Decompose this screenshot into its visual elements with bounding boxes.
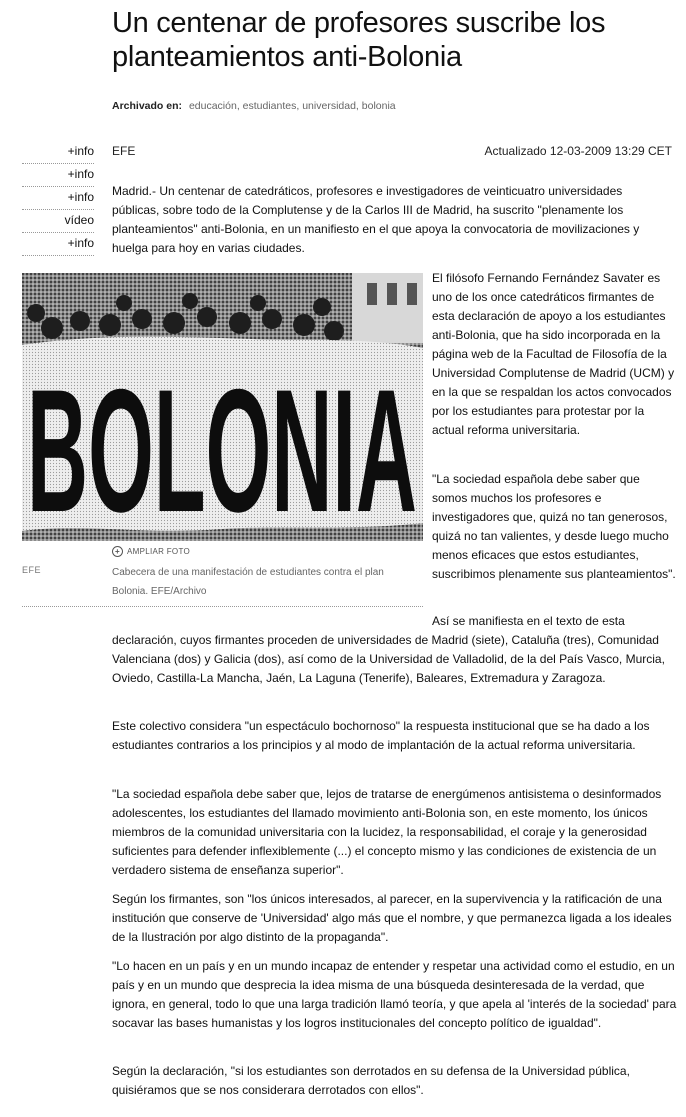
photo-caption: Cabecera de una manifestación de estudiantes contra el plan Bolonia. EFE/Archivo — [112, 567, 384, 597]
sidebar-links — [22, 141, 94, 256]
body-paragraph: Este colectivo considera "un espectáculo bochornoso" la respuesta institucional que se ha dado a los estudiantes contrarios a los principios y al modo de implantación de la actual reforma universitaria. — [112, 719, 650, 752]
sidebar-info-link[interactable]: +info — [22, 233, 94, 256]
body-paragraph: "La sociedad española debe saber que, lejos de tratarse de energúmenos antisistema o desinformados adolescentes, los estudiantes del llamado movimiento anti-Bolonia son, en este momento, los únicos miembros de la comunidad universitaria con la lucidez, la responsabilidad, el coraje y la generosidad suficientes para defender inflexiblemente (...) el concepto mismo y las condiciones de existencia de un verdadero sistema de enseñanza superior". — [112, 787, 662, 877]
article-figure — [22, 273, 423, 541]
tag-link[interactable]: bolonia — [361, 100, 396, 112]
caption-divider — [22, 606, 423, 607]
sidebar-info-link[interactable]: +info — [22, 141, 94, 164]
enlarge-photo-label: AMPLIAR FOTO — [127, 547, 191, 556]
body-paragraph: Según la declaración, "si los estudiantes son derrotados en su defensa de la Universidad pública, quisiéramos que se nos considerara derrotados con ellos". — [112, 1064, 630, 1097]
sidebar-video-link[interactable]: vídeo — [22, 210, 94, 233]
news-agency: EFE — [112, 144, 136, 158]
body-paragraph: "La sociedad española debe saber que somos muchos los profesores e investigadores que, quizá no tan generosos, quizá no tan valientes, y desde luego mucho menos eficaces que estos estudiantes, suscribimos plenamente sus planteamientos". — [432, 472, 676, 581]
updated-timestamp: Actualizado 12-03-2009 13:29 CET — [484, 144, 672, 158]
sidebar-info-link[interactable]: +info — [22, 187, 94, 210]
tag-link[interactable]: universidad — [302, 100, 356, 112]
protest-photo[interactable] — [22, 273, 423, 541]
body-paragraph: "Lo hacen en un país y en un mundo incapaz de entender y respetar una actividad como el estudio, en un país y en un mundo que desprecia la idea misma de una búsqueda desinteresada de la verdad, que ignora, en general, todo lo que una larga tradición llamó teoría, y que apela al 'interés de la sociedad' para socavar las bases humanistas y los logros institucionales del concepto político de igualdad". — [112, 959, 677, 1030]
tag-link[interactable]: estudiantes — [242, 100, 297, 112]
enlarge-photo-button[interactable] — [112, 546, 190, 557]
tag-link[interactable]: educación — [188, 100, 237, 112]
sidebar-info-link[interactable]: +info — [22, 164, 94, 187]
body-paragraph: Madrid.- Un centenar de catedráticos, profesores e investigadores de veinticuatro universidades públicas, sobre todo de la Complutense y de la Carlos III de Madrid, ha suscrito "plenamente los planteamientos" anti-Bolonia, en un manifiesto en el que apoya la convocatoria de movilizaciones y huelga para hoy en varias ciudades. — [112, 184, 640, 255]
body-paragraph: El filósofo Fernando Fernández Savater es uno de los once catedráticos firmantes de esta declaración de apoyo a los estudiantes anti-Bolonia, que ha sido incorporada en la página web de la Facultad de Filosofía de la Universidad Complutense de Madrid (UCM) y en la que se respaldan los actos convocados por los estudiantes para protestar por la actual reforma universitaria. — [432, 271, 675, 437]
photo-credit: EFE — [22, 565, 42, 575]
body-paragraph: Según los firmantes, son "los únicos interesados, al parecer, en la supervivencia y la ratificación de una institución que conserve de 'Universidad' algo más que el nombre, y que permanezca ligada a los ideales de la Ilustración por algo distinto de la propaganda". — [112, 892, 672, 944]
archived-label: Archivado en: — [112, 100, 183, 112]
body-paragraph: Así se manifiesta en el texto de esta declaración, cuyos firmantes proceden de universidades de Madrid (siete), Cataluña (tres), Comunidad Valenciana (dos) y Galicia (dos), así como de la Universidad de Valladolid, de la del País Vasco, Murcia, Oviedo, Castilla-La Mancha, Jaén, La Laguna (Tenerife), Baleares, Extremadura y Zaragoza. — [112, 614, 665, 685]
article-headline: Un centenar de profesores suscribe los planteamientos anti-Bolonia — [112, 7, 606, 73]
archived-in: Archivado en: educación, estudiantes, universidad, bolonia — [112, 100, 396, 112]
banner-lettering: BOLONIA — [27, 354, 417, 541]
zoom-plus-icon: + — [112, 546, 123, 557]
